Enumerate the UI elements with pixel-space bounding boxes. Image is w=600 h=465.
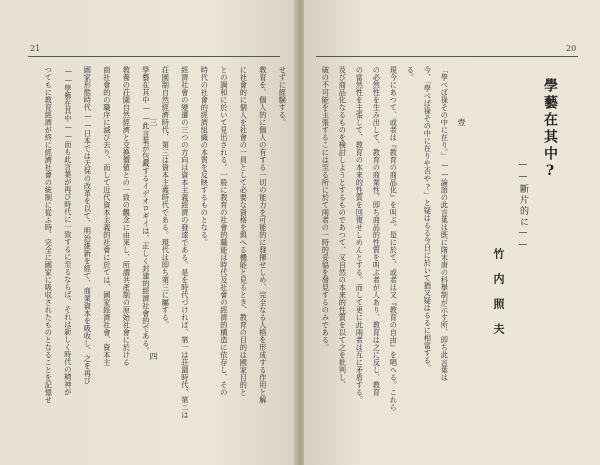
right-line: の當然性を主張して、教育の本来的性質を回復せしめんとする。而して更に此兩者は互に矛盾する。 [355, 66, 365, 404]
left-line: 教養の荘園自然經濟と交換價値との一致の觀念に由來し、所謂共產制の原始社會に於ける [122, 66, 132, 366]
left-line: に社會的に個人を社會の一員として必要な資格を與へる機能と見るとき、教育の目的は國家目的と [239, 66, 249, 396]
left-line: せずに經験する。 [278, 66, 288, 126]
right-page [304, 0, 600, 465]
page-number-right: 20 [566, 44, 577, 53]
right-line: 現今にあつて、或者は『教育の商品化』を叫ぶ。是に於て、或者は又『教育の自由』を唱へる。これら [389, 66, 399, 411]
left-line: 學藝在其中——此言葉が包藏するイデオロギイは、正しく封建的經濟社會的である。 [141, 66, 151, 355]
left-line: 商社會的の職序に滅び去り、而して近代資本主義的社會に於ては、國家經濟社會、資本主 [102, 66, 112, 366]
article-author: 竹内照夫 [492, 248, 505, 348]
left-page [0, 0, 296, 465]
section-heading-four: 四 [149, 352, 158, 362]
left-line: つてもに教育經濟が終に經濟社會の統制に從ふ時、完全に國家に吸収されたものとなることを記憶せ [44, 66, 54, 404]
page-number-left: 21 [30, 44, 41, 53]
section-heading-three: 三 [149, 118, 158, 128]
left-line: 國家形態時代——日本では天保の改革を以て、明治維新を經て、商業資本を吸收し、之を再び [83, 66, 93, 385]
right-line: 「學べば祿その中に在り。」——論語の此言葉は既に隋末唐の科擧制が示す所、即ち此言葉は [440, 66, 450, 381]
article-title: 學藝在其中? [542, 78, 558, 182]
right-line: の必然性を生み出して、教育の商業性、即ち商品的性質を叫ぶ者が人あり、教育は之に反し、教育 [372, 66, 382, 396]
left-line: との調和に於いて見出される。一般に教育の社會的職能は時代及社會の經濟的構造に依存し、その [219, 66, 229, 396]
left-line: 教育を、個人的に個人の有する一切の能力を可能的に發揮せしめ、完全なる人格を形成する作用と解 [258, 66, 268, 404]
header-rule-left [28, 56, 280, 57]
right-line: る。 [406, 66, 416, 81]
section-heading-one: 壹 [457, 118, 466, 128]
article-subtitle: ——斷片的に—— [518, 160, 528, 252]
left-line: ——學藝在其中——而も此言葉が再び時代に一致するに至るならば、それは新しく時代の精神が [63, 66, 73, 396]
left-line: 經濟社會の變遷の三つの方向は資本主義經濟の發達である。是を時代づければ、第一は荘園時代、第二は [180, 66, 190, 419]
right-line: 今、「學べば祿その中に在りや否や?」と疑はるる今日に於いて猶又疑はるるに相當する。 [423, 66, 433, 372]
header-rule-right [316, 56, 578, 57]
left-line: 時代の社會的經濟組織の本質を反映するものとなる。 [200, 66, 210, 246]
right-line: 及び商品化なるものを検討しようとするものであつて、又自然の本来的性質を以て之を批判し、 [338, 66, 348, 389]
right-line: 破の不可能を主張するこには至る所に於て兩者の一時的妥協を發見するのみである。 [321, 66, 331, 351]
left-line: 荘園制自然經濟時代、第三は資本主義時代である。現代は即ち第三に屬する。 [161, 66, 171, 329]
